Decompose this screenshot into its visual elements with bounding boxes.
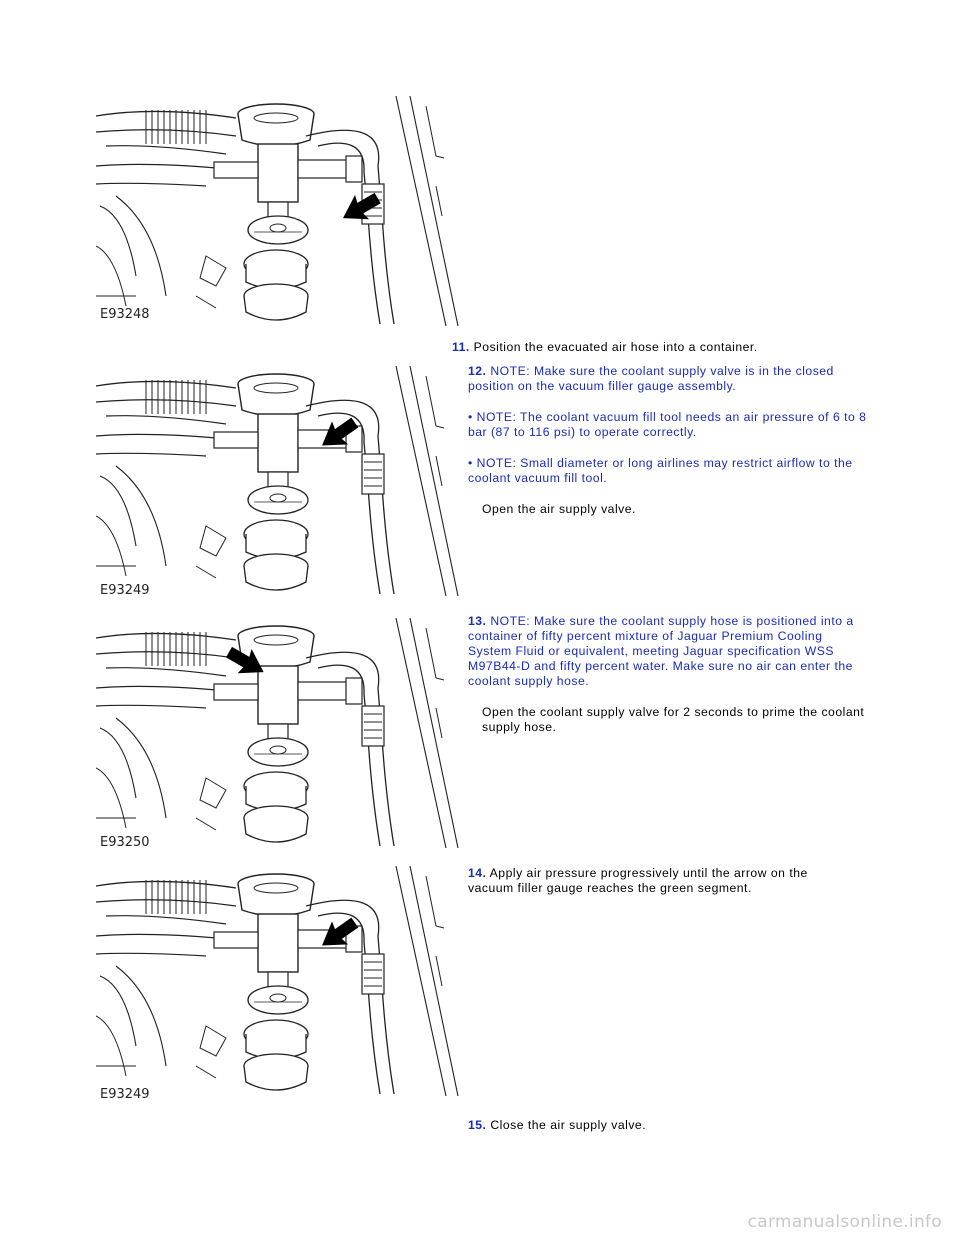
step-note: • NOTE: Small diameter or long airlines may restrict airflow to the coolant vacuum fill tool. (468, 456, 853, 485)
step-11 (452, 340, 872, 355)
step-13 (468, 614, 868, 735)
figure-label: E93249 (100, 1087, 150, 1102)
step-text: Close the air supply valve. (490, 1118, 647, 1132)
step-text: Apply air pressure progressively until the arrow on the vacuum filler gauge reaches the green segment. (468, 866, 808, 895)
watermark: carmanualsonline.info (747, 1212, 942, 1232)
step-number: 15. (468, 1118, 487, 1132)
figure-drawing (96, 96, 460, 328)
figure-drawing (96, 366, 460, 602)
step-text: Position the evacuated air hose into a container. (473, 340, 758, 354)
figure-e93249-b (96, 866, 460, 1106)
step-number: 14. (468, 866, 487, 880)
step-action: Open the air supply valve. (482, 502, 636, 516)
step-number: 13. (468, 614, 487, 628)
step-note: NOTE: Make sure the coolant supply hose is positioned into a container of fifty percent mixture of Jaguar Premium Cooling System Fluid or equivalent, meeting Jaguar specification WSS M97B44-D and fifty percent water. Make sure no air can enter the coolant supply hose. (468, 614, 854, 688)
step-number: 11. (452, 340, 470, 354)
figure-drawing (96, 866, 460, 1106)
figure-e93250 (96, 618, 460, 854)
figure-drawing (96, 618, 460, 854)
figure-label: E93248 (100, 307, 150, 322)
step-note: NOTE: Make sure the coolant supply valve is in the closed position on the vacuum filler gauge assembly. (468, 364, 834, 393)
step-action: Open the coolant supply valve for 2 seconds to prime the coolant supply hose. (482, 705, 865, 734)
figure-e93249 (96, 366, 460, 602)
step-number: 12. (468, 364, 487, 378)
figure-label: E93249 (100, 583, 150, 598)
step-12 (468, 364, 878, 517)
figure-e93248 (96, 96, 460, 328)
figure-label: E93250 (100, 835, 150, 850)
step-15 (468, 1118, 868, 1133)
step-14 (468, 866, 848, 896)
step-note: • NOTE: The coolant vacuum fill tool needs an air pressure of 6 to 8 bar (87 to 116 psi) to operate correctly. (468, 410, 867, 439)
